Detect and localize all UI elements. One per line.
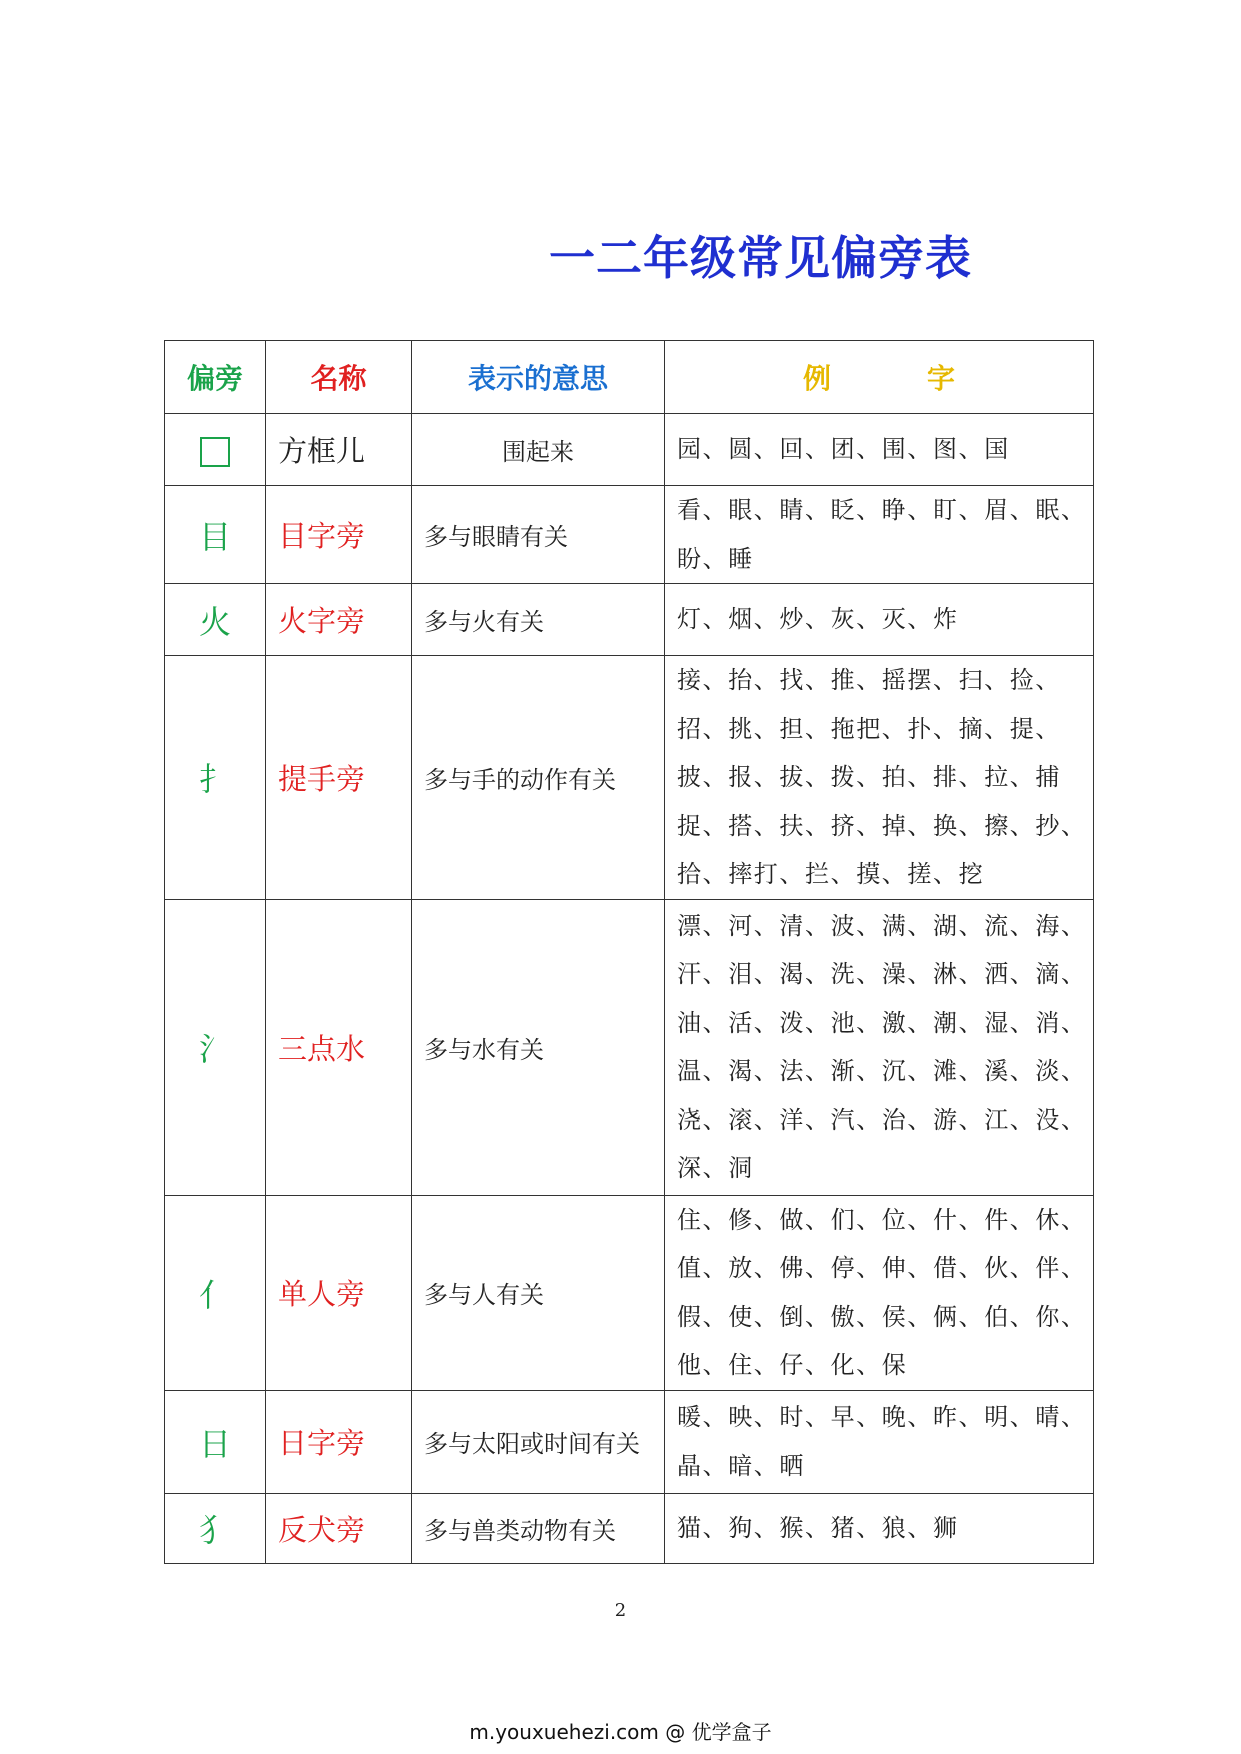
- examples-cell: 暖、映、时、早、晚、昨、明、晴、晶、暗、晒: [665, 1390, 1094, 1493]
- table-row: [165, 656, 1094, 900]
- meaning-cell: 多与太阳或时间有关: [412, 1390, 665, 1493]
- meaning-cell: 多与人有关: [412, 1195, 665, 1390]
- meaning-cell: 多与火有关: [412, 584, 665, 656]
- radical-cell: 氵: [165, 899, 266, 1195]
- table-row: [165, 1493, 1094, 1563]
- meaning-cell: 围起来: [412, 414, 665, 486]
- examples-cell: 看、眼、睛、眨、睁、盯、眉、眠、盼、睡: [665, 486, 1094, 584]
- header-examples: [665, 341, 1094, 414]
- header-meaning: 表示的意思: [412, 341, 665, 414]
- radical-cell: [165, 414, 266, 486]
- meaning-cell: 多与手的动作有关: [412, 656, 665, 900]
- name-cell: 目字旁: [266, 486, 412, 584]
- radical-cell: 犭: [165, 1493, 266, 1563]
- radical-cell: 火: [165, 584, 266, 656]
- name-cell: 日字旁: [266, 1390, 412, 1493]
- header-name: 名称: [266, 341, 412, 414]
- radical-cell: 扌: [165, 656, 266, 900]
- examples-cell: 猫、狗、猴、猪、狼、狮: [665, 1493, 1094, 1563]
- table-row: [165, 899, 1094, 1195]
- name-cell: 三点水: [266, 899, 412, 1195]
- examples-cell: 园、圆、回、团、围、图、国: [665, 414, 1094, 486]
- page-title: 一二年级常见偏旁表: [549, 231, 972, 285]
- meaning-cell: 多与水有关: [412, 899, 665, 1195]
- header-radical: 偏旁: [165, 341, 266, 414]
- examples-cell: 漂、河、清、波、满、湖、流、海、汗、泪、渴、洗、澡、淋、洒、滴、油、活、泼、池、激、潮、湿、消、温、渴、法、渐、沉、滩、溪、淡、浇、滚、洋、汽、治、游、江、没、深、洞: [665, 899, 1094, 1195]
- name-cell: 单人旁: [266, 1195, 412, 1390]
- table-row: [165, 1390, 1094, 1493]
- table-row: [165, 414, 1094, 486]
- table-row: [165, 1195, 1094, 1390]
- name-cell: 火字旁: [266, 584, 412, 656]
- table-row: [165, 584, 1094, 656]
- box-radical-icon: [200, 437, 230, 467]
- examples-cell: 住、修、做、们、位、什、件、休、值、放、佛、停、伸、借、伙、伴、假、使、倒、傲、侯、俩、伯、你、他、住、仔、化、保: [665, 1195, 1094, 1390]
- radical-cell: 亻: [165, 1195, 266, 1390]
- radical-cell: 日: [165, 1390, 266, 1493]
- footer-watermark: m.youxuehezi.com @ 优学盒子: [469, 1720, 772, 1744]
- table-header-row: [165, 341, 1094, 414]
- name-cell: 反犬旁: [266, 1493, 412, 1563]
- name-cell: 提手旁: [266, 656, 412, 900]
- radical-cell: 目: [165, 486, 266, 584]
- examples-cell: 灯、烟、炒、灰、灭、炸: [665, 584, 1094, 656]
- header-examples-char-2: 字: [927, 362, 956, 395]
- radicals-table: [164, 340, 1094, 1564]
- name-cell: 方框儿: [266, 414, 412, 486]
- table-row: [165, 486, 1094, 584]
- meaning-cell: 多与兽类动物有关: [412, 1493, 665, 1563]
- header-examples-char-1: 例: [802, 362, 831, 395]
- page-number: 2: [614, 1600, 627, 1621]
- meaning-cell: 多与眼睛有关: [412, 486, 665, 584]
- examples-cell: 接、抬、找、推、摇摆、扫、捡、招、挑、担、拖把、扑、摘、提、披、报、拔、拨、拍、排、拉、捕捉、搭、扶、挤、掉、换、擦、抄、拾、摔打、拦、摸、搓、挖: [665, 656, 1094, 900]
